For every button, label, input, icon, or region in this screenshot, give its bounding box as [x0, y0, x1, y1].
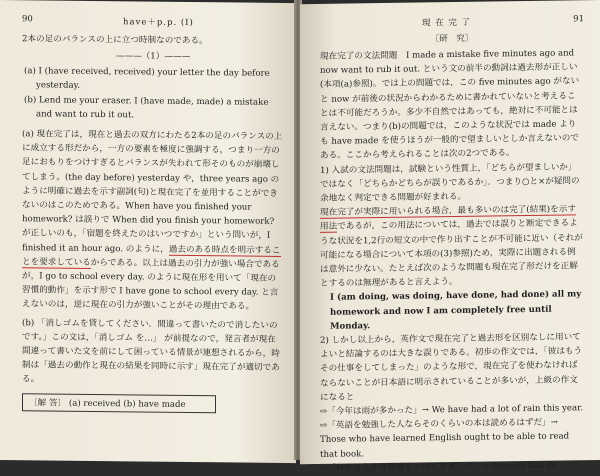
- running-head-right: 現 在 完 了: [422, 17, 472, 29]
- page-number-left: 90: [22, 14, 33, 25]
- explanation-a: [22, 127, 284, 314]
- answer-text: (a) received (b) have made: [68, 398, 186, 410]
- research-point-2: 2) しかし以上から，英作文で現在完了と過去形を区別なしに用いてよいと結論するのは大きな誤りである。初歩の作文では，「彼はもうその仕事をしてしまった」のような形で，現在完了を使わなければならないことが日本語に明示されていることが多いが，上級の作文になると: [320, 332, 583, 403]
- research-point-1: 1) 入試の文法問題は，試験という性質上，「どちらが望ましいか」ではなく「どちらかどちらが誤りであるか」．つまり○と×が疑問の余地なく判定できる問題が好まれる。: [320, 161, 580, 204]
- left-header: [22, 14, 284, 29]
- example-science: ⇨「科学は大きな発達をとげてきました」→ Science has de-: [320, 460, 560, 474]
- section-heading-kenkyu: 〔研 究〕: [430, 33, 474, 45]
- question-a: (a) I (have received, received) your letter the day before yesterday.: [24, 66, 270, 92]
- right-header: [320, 14, 584, 30]
- example-rain: ⇨「今年は雨が多かった」→ We have had a lot of rain this year.: [320, 403, 583, 417]
- explanation-b: (b) 「消しゴムを貸してください．間違って書いたので消したいのです。」この文は，「消しゴム を…」 が前提なので，発言者が現在間違って書いた文を前にして困っている情景が連想されるから，時制は「過去の動作と現在の結果を同時に示す」現在完了が適切である。: [22, 317, 280, 385]
- explanation-a-text-1: (a) 現在完了は，現在と過去の双方にわたる2本の足のバランスの上に成立する形だから，一方の要素を極度に強調する，つまり一方の足におもりをつけすぎるとバランスが失われて形そのものが崩壊してしまう。(the day before) yesterday や，three years ago のように明確に過去を示す副詞(句)と現在完了を並用することができないのはこのためである。When have you finished your homework? は誤りで When did you finish your homework? が正しいのも，「宿題を終えたのはいつですか」という問いが，I finished it an hour ago. のように，: [22, 129, 283, 255]
- research-paragraph-1: 現在完了の文法問題 I made a mistake five minutes ago and now want to rub it out. という文の前半の動詞は過去形が正しい(本項(a)参照)。では上の問題では，この five minutes ago がないと now が前後の状況からわかるために書かれていないと考えることは不可能だろうか。多少不自然ではあっても，絶対に不可能とは言えない。つまり(b)の問題では，このような状況では made よりも have made を使うほうが一般的で望ましいとしか言えないのである。ここから考えられることは次の2つである。: [320, 48, 580, 162]
- page-number-right: 91: [573, 14, 584, 25]
- running-head-left: have＋p.p. (I): [122, 17, 194, 29]
- explanation-a-text-2: からである。以上は過去の引力が強い場合であるが，I go to school every day. のように現在形を用いて「現在の習慣的動作」を示す形で I have gone to school every day. と言えないのは，逆に現在の引力が強いことがその理由である。: [22, 257, 280, 313]
- answer-label: 〔解 答〕: [29, 397, 67, 409]
- research-point-1-text: であるが，この用法については，過去では誤りと断定できるような状況を1,2行の短文の中で作り出すことが不可能に近い（それが可能になる場合について本項の(3)参照)ため，実際に出題される例は意外に少ない。たとえば次のような問題も現在完了形だけを正解とするのは無理があると言えよう。: [320, 218, 583, 290]
- intro-line: 2本の足のバランスの上に立つ時制なのである。: [22, 34, 208, 47]
- exercise-title: ———（1）———: [115, 51, 191, 63]
- right-page: [300, 0, 600, 474]
- example-sentence: I (am doing, was doing, have done, had done) all my homework and now I am completely free until Monday.: [330, 289, 582, 332]
- research-point-1-cont: [320, 202, 584, 291]
- left-page: [0, 0, 296, 463]
- answer-box: [22, 393, 216, 413]
- example-english: ⇨「英語を勉強した人ならそのくらいの本は読めるはずだ」→ Those who have learned English ought to be able to read that book.: [320, 417, 570, 460]
- question-b: (b) Lend me your eraser. I (have made, made) a mistake and want to rub it out.: [24, 94, 269, 121]
- explanation-a-underlined: 過去のある時点を明示することを要求している: [22, 244, 281, 268]
- research-underlined: 現在完了が実際に用いられる場合，最も多いのは完了(結果)を示す用法: [320, 204, 576, 233]
